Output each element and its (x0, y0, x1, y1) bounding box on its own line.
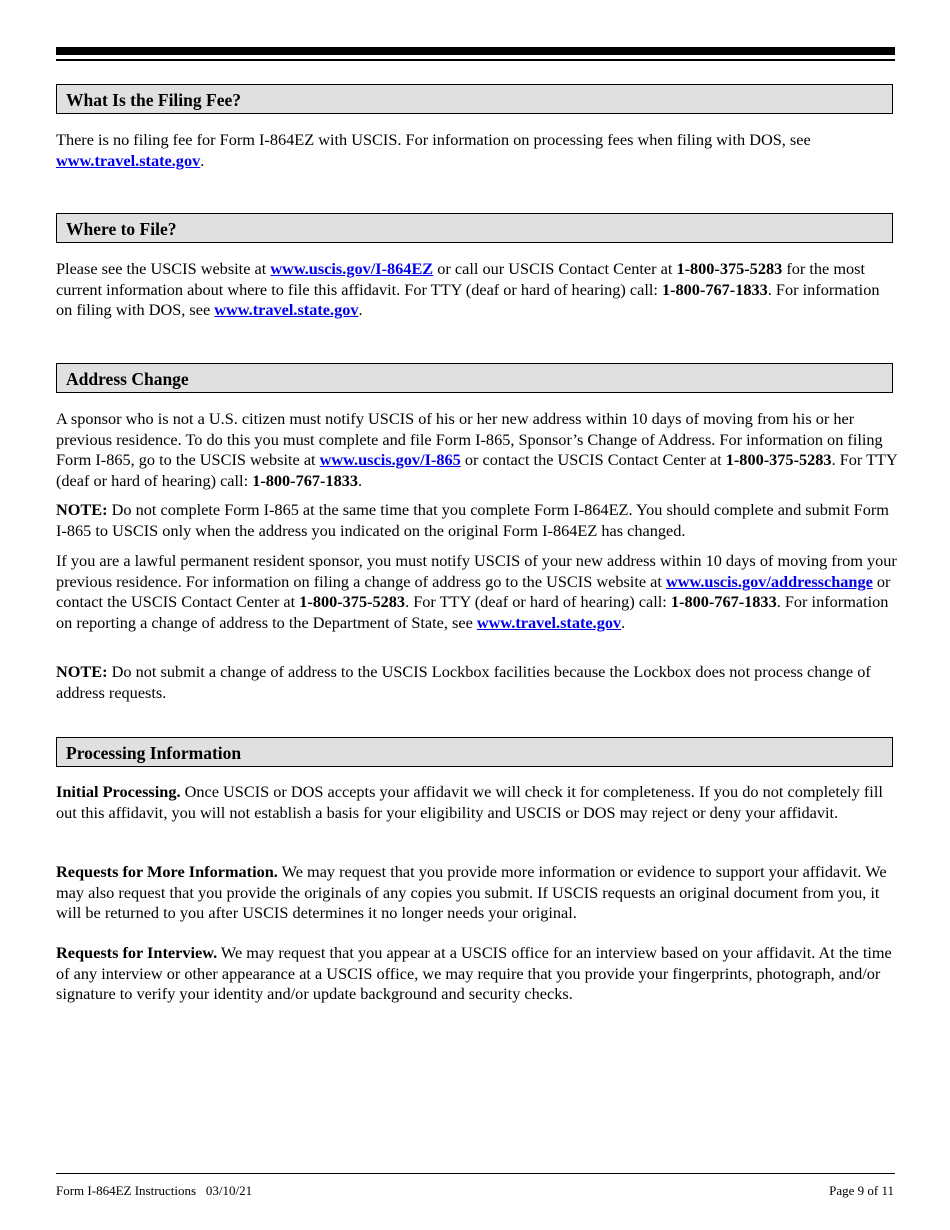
phone-tty: 1-800-767-1833 (670, 592, 777, 611)
text: A sponsor who is not a U.S. citizen must notify USCIS of his or her new address within 10 days of moving from his or her previous residence. To do this you must complete and file Form I-865, Sponsor’s Change of Address. For information on filing Form I-865, go to the USCIS website at (56, 409, 883, 469)
text: . For TTY (deaf or hard of hearing) call: (56, 450, 898, 490)
text: Do not submit a change of address to the USCIS Lockbox facilities because the Lockbox does not process change of address requests. (56, 662, 871, 702)
text: If you are a lawful permanent resident sponsor, you must notify USCIS of your new address within 10 days of moving from your previous residence. For information on filing a change of address go to the USCIS website at (56, 551, 897, 591)
note-label: NOTE: (56, 662, 108, 681)
uscis-addresschange-link[interactable]: www.uscis.gov/addresschange (665, 571, 873, 591)
footer-form-id: Form I-864EZ Instructions 03/10/21 (56, 1183, 253, 1198)
text: or call our USCIS Contact Center at (433, 259, 677, 278)
text: . (200, 150, 205, 170)
text: Do not complete Form I-865 at the same time that you complete Form I-864EZ. You should complete and submit Form I-865 to USCIS only when the address you indicated on the original Form I-864EZ has changed. (56, 500, 889, 540)
text: or contact the USCIS Contact Center at (56, 571, 891, 611)
text: There is no filing fee for Form I-864EZ with USCIS. For information on processing fees when filing with DOS, see (56, 130, 811, 149)
where-to-file-paragraph (56, 259, 898, 321)
text: Once USCIS or DOS accepts your affidavit we will check it for completeness. If you do not completely fill out this affidavit, you will not establish a basis for your eligibility and USCIS or DOS may reject or deny your affidavit. (56, 782, 883, 822)
paragraph-label: Requests for More Information. (56, 862, 278, 881)
filing-fee-paragraph (56, 130, 898, 171)
text: . (621, 612, 626, 632)
footer-rule (56, 1173, 895, 1174)
text: Please see the USCIS website at (56, 259, 271, 278)
interview-paragraph (56, 943, 898, 1005)
initial-processing-paragraph (56, 782, 898, 823)
section-heading-processing-information: Processing Information (56, 737, 893, 767)
phone-contact-center: 1-800-375-5283 (676, 259, 783, 278)
travel-state-link[interactable]: www.travel.state.gov (56, 150, 201, 170)
text: . (358, 300, 363, 319)
top-rule-thin (56, 59, 895, 61)
address-change-paragraph-1 (56, 409, 898, 491)
address-change-paragraph-2 (56, 551, 898, 633)
text: . For TTY (deaf or hard of hearing) call: (405, 592, 671, 611)
travel-state-link[interactable]: www.travel.state.gov (476, 612, 622, 632)
top-rule-thick (56, 47, 895, 55)
text: or contact the USCIS Contact Center at (460, 450, 726, 469)
text: We may request that you provide more information or evidence to support your affidavit. We may also request that you provide the originals of any copies you submit. If USCIS requests an original document from you, it will be returned to you after USCIS determines it no longer needs your original. (56, 862, 887, 922)
phone-tty: 1-800-767-1833 (252, 470, 358, 490)
section-heading-address-change: Address Change (56, 363, 893, 393)
text: . For information on filing with DOS, see (56, 279, 880, 319)
travel-state-link[interactable]: www.travel.state.gov (214, 300, 359, 319)
uscis-i865-link[interactable]: www.uscis.gov/I-865 (319, 450, 461, 469)
address-change-note-2 (56, 662, 898, 703)
phone-contact-center: 1-800-375-5283 (725, 450, 832, 469)
text: We may request that you appear at a USCIS office for an interview based on your affidavit. At the time of any interview or other appearance at a USCIS office, we may require that you provide your fingerprints, photograph, and/or signature to verify your identity and/or update background and security checks. (56, 943, 892, 1003)
paragraph-label: Requests for Interview. (56, 943, 218, 962)
note-label: NOTE: (56, 500, 108, 519)
uscis-i864ez-link[interactable]: www.uscis.gov/I-864EZ (270, 259, 434, 278)
phone-tty: 1-800-767-1833 (661, 279, 768, 299)
paragraph-label: Initial Processing. (56, 782, 181, 801)
phone-contact-center: 1-800-375-5283 (299, 592, 406, 611)
section-heading-filing-fee: What Is the Filing Fee? (56, 84, 893, 114)
section-heading-where-to-file: Where to File? (56, 213, 893, 243)
text: . For information on reporting a change of address to the Department of State, see (56, 592, 889, 632)
text: . (358, 470, 363, 490)
footer-page-number: Page 9 of 11 (829, 1183, 894, 1198)
text: for the most current information about where to file this affidavit. For TTY (deaf or hard of hearing) call: (56, 259, 865, 299)
address-change-note-1 (56, 500, 898, 541)
more-information-paragraph (56, 862, 898, 924)
